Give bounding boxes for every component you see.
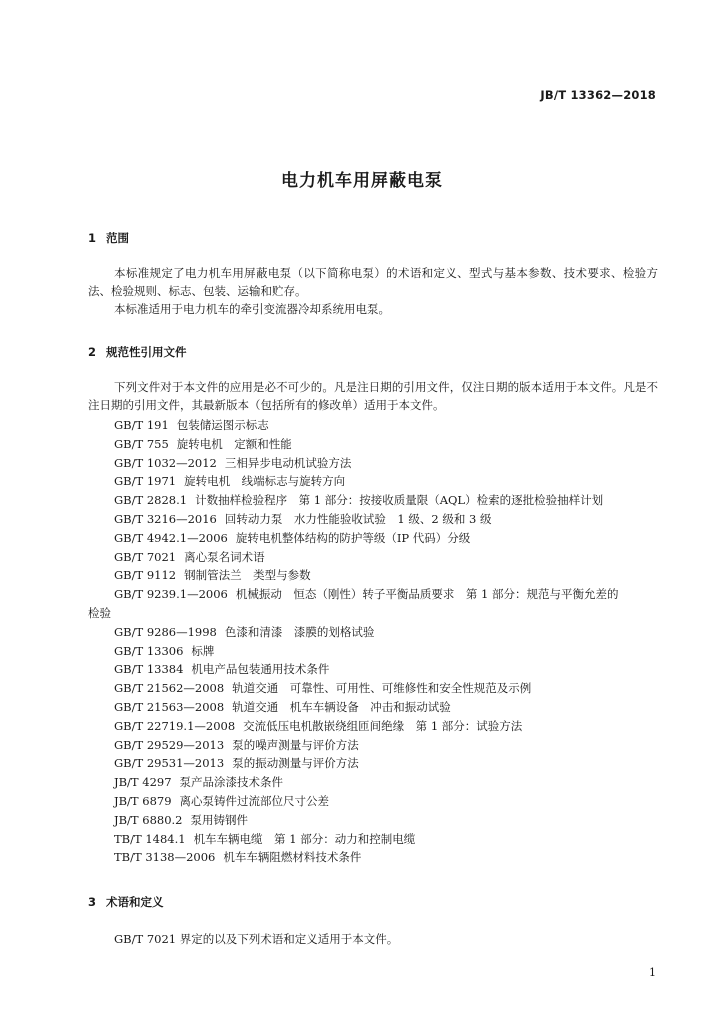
section-heading-terms-and-definitions (88, 894, 164, 910)
reference-title: 轨道交通 可靠性、可用性、可维修性和安全性规范及示例 (232, 681, 532, 696)
reference-title: 离心泵名词术语 (184, 549, 265, 564)
reference-item (88, 548, 668, 567)
reference-title: 泵用铸钢件 (190, 812, 249, 827)
reference-code: GB/T 9112 (114, 568, 177, 583)
reference-item (88, 754, 668, 773)
section-heading-normative-references (88, 344, 187, 360)
reference-list (88, 416, 668, 867)
reference-title: 旋转电机 线端标志与旋转方向 (184, 474, 346, 489)
reference-item (88, 811, 668, 830)
reference-title: 旋转电机 定额和性能 (176, 436, 292, 451)
reference-title: 轨道交通 机车车辆设备 冲击和振动试验 (232, 699, 451, 714)
section-number: 1 (88, 231, 97, 245)
reference-item (88, 679, 668, 698)
reference-item (88, 623, 668, 642)
reference-item (88, 848, 668, 867)
reference-code: GB/T 21562—2008 (114, 681, 225, 696)
reference-code: GB/T 13306 (114, 643, 184, 658)
reference-item (88, 642, 668, 661)
reference-item (88, 792, 668, 811)
reference-code: GB/T 13384 (114, 662, 184, 677)
reference-item (88, 491, 668, 510)
reference-code: GB/T 22719.1—2008 (114, 718, 236, 733)
section-title: 术语和定义 (106, 895, 164, 909)
reference-title: 机车车辆电缆 第 1 部分：动力和控制电缆 (193, 831, 416, 846)
reference-code: GB/T 4942.1—2006 (114, 530, 228, 545)
reference-item (88, 773, 668, 792)
reference-title: 机械振动 恒态（刚性）转子平衡品质要求 第 1 部分：规范与平衡允差的 (235, 587, 619, 602)
reference-title: 钢制管法兰 类型与参数 (184, 568, 311, 583)
reference-title: 机电产品包装通用技术条件 (191, 662, 330, 677)
reference-item (88, 830, 668, 849)
reference-item (88, 435, 668, 454)
reference-code: JB/T 4297 (114, 775, 172, 790)
reference-code: GB/T 9239.1—2006 (114, 587, 228, 602)
reference-code: GB/T 2828.1 (114, 493, 188, 508)
reference-item (88, 454, 668, 473)
reference-item (88, 566, 668, 585)
reference-title: 泵产品涂漆技术条件 (179, 775, 284, 790)
reference-title: 离心泵铸件过流部位尺寸公差 (179, 793, 330, 808)
reference-title: 旋转电机整体结构的防护等级（IP 代码）分级 (235, 530, 471, 545)
reference-code: TB/T 3138—2006 (114, 850, 216, 865)
section-title: 范围 (106, 231, 129, 245)
reference-title-continuation: 检验 (88, 605, 111, 620)
reference-title: 泵的振动测量与评价方法 (232, 756, 359, 771)
scope-paragraph-1: 本标准规定了电力机车用屏蔽电泵（以下简称电泵）的术语和定义、型式与基本参数、技术要求、检验方法、检验规则、标志、包装、运输和贮存。 (88, 266, 658, 298)
reference-code: JB/T 6880.2 (114, 812, 183, 827)
section-number: 3 (88, 895, 97, 909)
reference-code: GB/T 21563—2008 (114, 699, 225, 714)
reference-title: 计数抽样检验程序 第 1 部分：按接收质量限（AQL）检索的逐批检验抽样计划 (195, 493, 604, 508)
reference-code: TB/T 1484.1 (114, 831, 186, 846)
reference-title: 三相异步电动机试验方法 (224, 455, 352, 470)
reference-code: GB/T 9286—1998 (114, 624, 217, 639)
reference-code: JB/T 6879 (114, 793, 172, 808)
section-number: 2 (88, 345, 97, 359)
reference-code: GB/T 7021 (114, 549, 177, 564)
reference-title: 机车车辆阻燃材料技术条件 (223, 850, 362, 865)
page-number: 1 (649, 966, 656, 979)
standard-code: JB/T 13362—2018 (540, 88, 656, 102)
reference-code: GB/T 1032—2012 (114, 455, 217, 470)
reference-title: 包装储运图示标志 (176, 418, 269, 432)
section-heading-scope (88, 230, 129, 246)
reference-item (88, 472, 668, 491)
reference-code: GB/T 1971 (114, 474, 177, 489)
section-title: 规范性引用文件 (106, 345, 187, 359)
reference-code: GB/T 3216—2016 (114, 511, 217, 526)
reference-item (88, 660, 668, 679)
reference-code: GB/T 29529—2013 (114, 737, 225, 752)
reference-title: 标牌 (191, 643, 215, 658)
reference-title: 色漆和清漆 漆膜的划格试验 (224, 624, 375, 639)
scope-paragraph-2: 本标准适用于电力机车的牵引变流器冷却系统用电泵。 (114, 302, 390, 316)
reference-code: GB/T 755 (114, 436, 169, 451)
reference-item (88, 416, 668, 435)
reference-code: GB/T 29531—2013 (114, 756, 225, 771)
reference-title: 回转动力泵 水力性能验收试验 1 级、2 级和 3 级 (224, 511, 492, 526)
reference-item (88, 736, 668, 755)
terms-paragraph: GB/T 7021 界定的以及下列术语和定义适用于本文件。 (114, 932, 399, 946)
reference-code: GB/T 191 (114, 418, 169, 432)
reference-title: 交流低压电机散嵌绕组匝间绝缘 第 1 部分：试验方法 (243, 718, 523, 733)
references-intro: 下列文件对于本文件的应用是必不可少的。凡是注日期的引用文件，仅注日期的版本适用于本文件。凡是不注日期的引用文件，其最新版本（包括所有的修改单）适用于本文件。 (88, 380, 658, 412)
reference-item (88, 585, 668, 623)
reference-item (88, 717, 668, 736)
reference-item (88, 698, 668, 717)
document-title: 电力机车用屏蔽电泵 (281, 171, 443, 191)
reference-item (88, 510, 668, 529)
reference-item (88, 529, 668, 548)
reference-title: 泵的噪声测量与评价方法 (232, 737, 359, 752)
